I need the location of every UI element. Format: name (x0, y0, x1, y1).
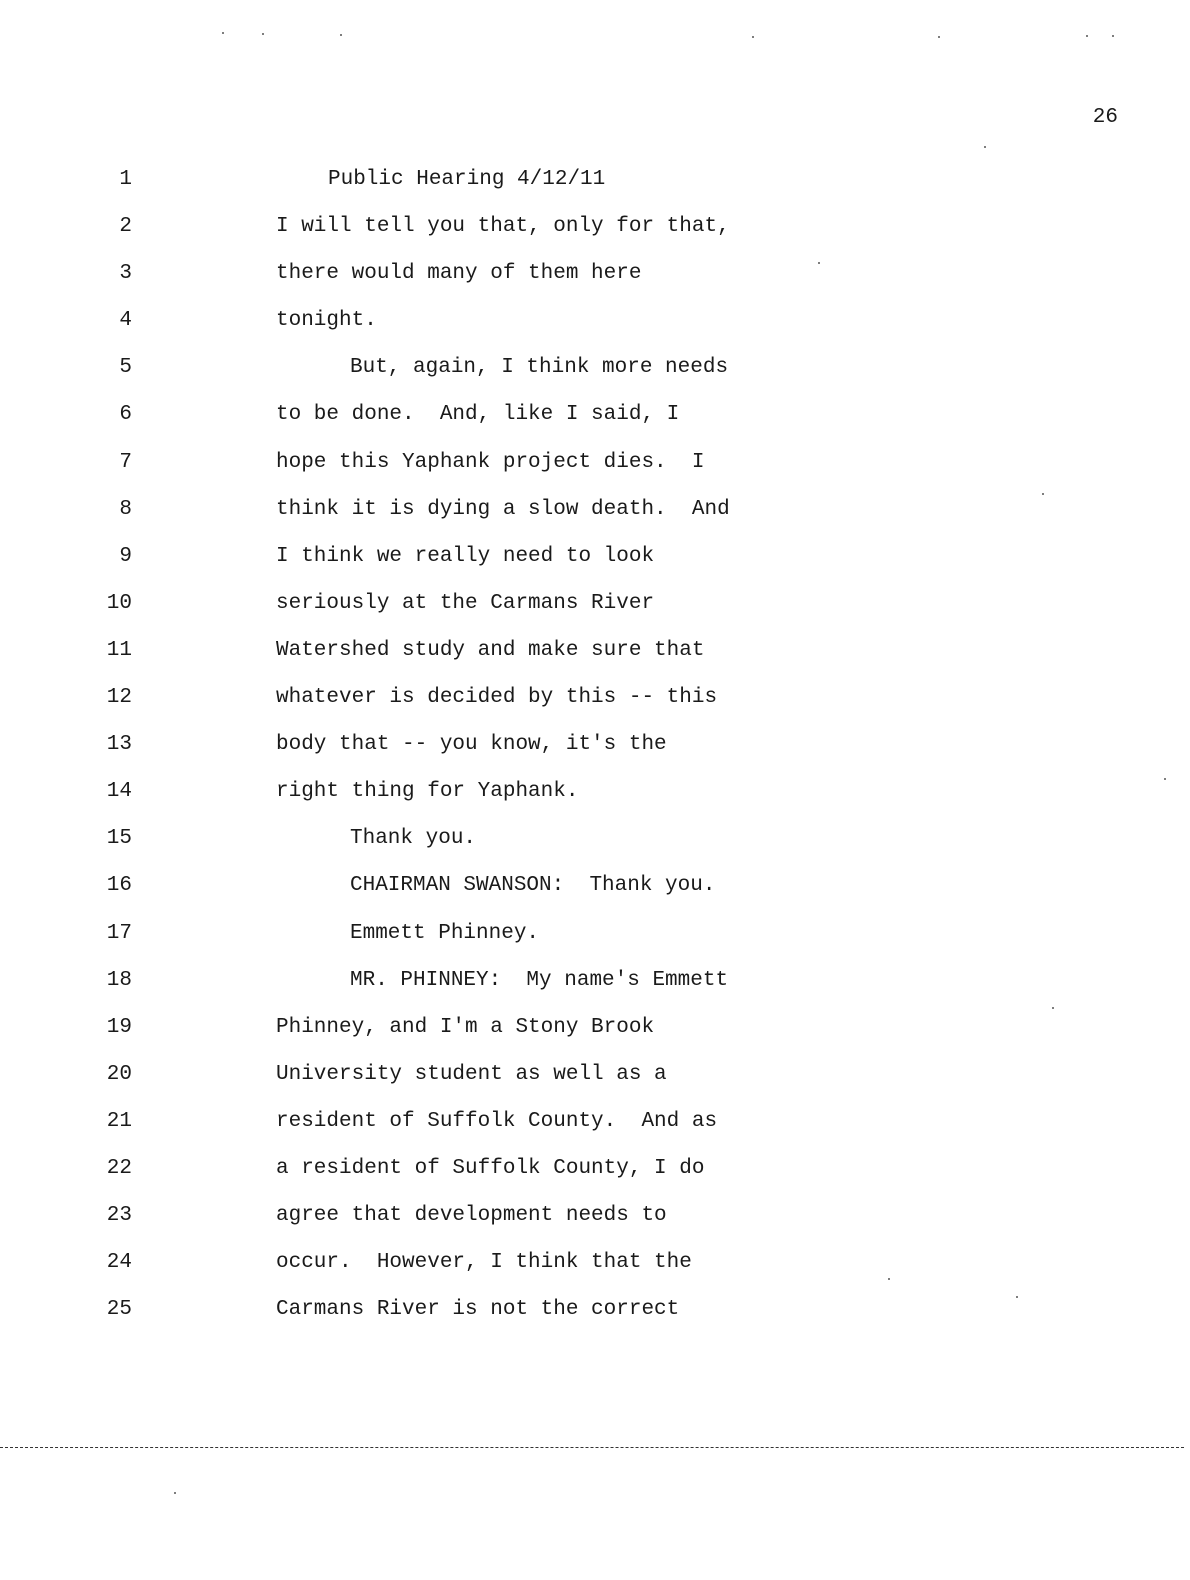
scan-speck (1164, 778, 1166, 780)
transcript-line (0, 1108, 1190, 1155)
line-text: agree that development needs to (276, 1204, 667, 1228)
line-text: seriously at the Carmans River (276, 591, 655, 615)
scan-speck (888, 1278, 890, 1280)
line-text: think it is dying a slow death. And (276, 497, 730, 521)
transcript-line (0, 684, 1190, 731)
line-number: 2 (119, 215, 132, 239)
line-text: I think we really need to look (276, 544, 655, 568)
line-text: right thing for Yaphank. (276, 780, 579, 804)
transcript-line (0, 872, 1190, 919)
transcript-line (0, 1155, 1190, 1202)
line-text: I will tell you that, only for that, (276, 215, 730, 239)
line-text: Phinney, and I'm a Stony Brook (276, 1015, 655, 1039)
line-text: Emmett Phinney. (350, 921, 540, 945)
line-text: there would many of them here (276, 262, 642, 286)
line-number: 25 (106, 1298, 132, 1322)
scan-speck (174, 1492, 176, 1494)
scan-speck (938, 36, 940, 38)
line-number: 3 (119, 262, 132, 286)
transcript-line (0, 307, 1190, 354)
line-text: occur. However, I think that the (276, 1251, 692, 1275)
line-number: 9 (119, 544, 132, 568)
line-number: 14 (106, 780, 132, 804)
scan-speck (1052, 1007, 1054, 1009)
scan-speck (1042, 493, 1044, 495)
transcript-line (0, 260, 1190, 307)
line-number: 18 (106, 968, 132, 992)
line-number: 10 (106, 591, 132, 615)
transcript-line (0, 1249, 1190, 1296)
page-number: 26 (1092, 106, 1118, 129)
scan-speck (222, 32, 224, 34)
transcript-line (0, 354, 1190, 401)
line-number: 15 (106, 827, 132, 851)
line-number: 21 (106, 1109, 132, 1133)
scan-speck (1016, 1296, 1018, 1298)
transcript-line (0, 1202, 1190, 1249)
line-text: But, again, I think more needs (350, 356, 729, 380)
line-text: MR. PHINNEY: My name's Emmett (350, 968, 729, 992)
line-text: whatever is decided by this -- this (276, 686, 718, 710)
line-number: 1 (119, 168, 132, 191)
transcript-line (0, 1296, 1190, 1343)
transcript-line (0, 778, 1190, 825)
line-number: 20 (106, 1062, 132, 1086)
transcript-line (0, 449, 1190, 496)
line-number: 13 (106, 733, 132, 757)
line-number: 6 (119, 403, 132, 427)
line-number: 16 (106, 874, 132, 898)
transcript-line (0, 213, 1190, 260)
transcript-line (0, 1061, 1190, 1108)
line-number: 5 (119, 356, 132, 380)
line-number: 22 (106, 1156, 132, 1180)
transcript-line (0, 825, 1190, 872)
line-number: 19 (106, 1015, 132, 1039)
transcript-line (0, 401, 1190, 448)
line-text: University student as well as a (276, 1062, 667, 1086)
scan-speck (818, 262, 820, 264)
line-number: 7 (119, 450, 132, 474)
transcript-line (0, 543, 1190, 590)
scan-speck (752, 36, 754, 38)
line-text: hope this Yaphank project dies. I (276, 450, 705, 474)
line-text: body that -- you know, it's the (276, 733, 667, 757)
transcript-line (0, 967, 1190, 1014)
transcript-line (0, 920, 1190, 967)
line-number: 4 (119, 309, 132, 333)
transcript-line (0, 731, 1190, 778)
transcript-line (0, 590, 1190, 637)
transcript-body (0, 166, 1190, 1343)
transcript-line (0, 1014, 1190, 1061)
footer-divider (0, 1447, 1184, 1448)
line-number: 11 (106, 638, 132, 662)
scan-speck (984, 146, 986, 148)
line-number: 17 (106, 921, 132, 945)
line-number: 12 (106, 686, 132, 710)
line-number: 24 (106, 1251, 132, 1275)
transcript-line (0, 166, 1190, 213)
line-text: CHAIRMAN SWANSON: Thank you. (350, 874, 716, 898)
transcript-line (0, 496, 1190, 543)
scan-speck (262, 33, 264, 35)
line-number: 23 (106, 1204, 132, 1228)
line-text: to be done. And, like I said, I (276, 403, 680, 427)
line-number: 8 (119, 497, 132, 521)
line-text: Thank you. (350, 827, 477, 851)
line-text: a resident of Suffolk County, I do (276, 1156, 705, 1180)
scan-speck (1112, 35, 1114, 37)
line-text: tonight. (276, 309, 377, 333)
line-text: resident of Suffolk County. And as (276, 1109, 718, 1133)
line-text: Watershed study and make sure that (276, 638, 705, 662)
scan-speck (340, 34, 342, 36)
scan-speck (1086, 35, 1088, 37)
transcript-line (0, 637, 1190, 684)
line-text: Public Hearing 4/12/11 (328, 168, 606, 191)
line-text: Carmans River is not the correct (276, 1298, 680, 1322)
